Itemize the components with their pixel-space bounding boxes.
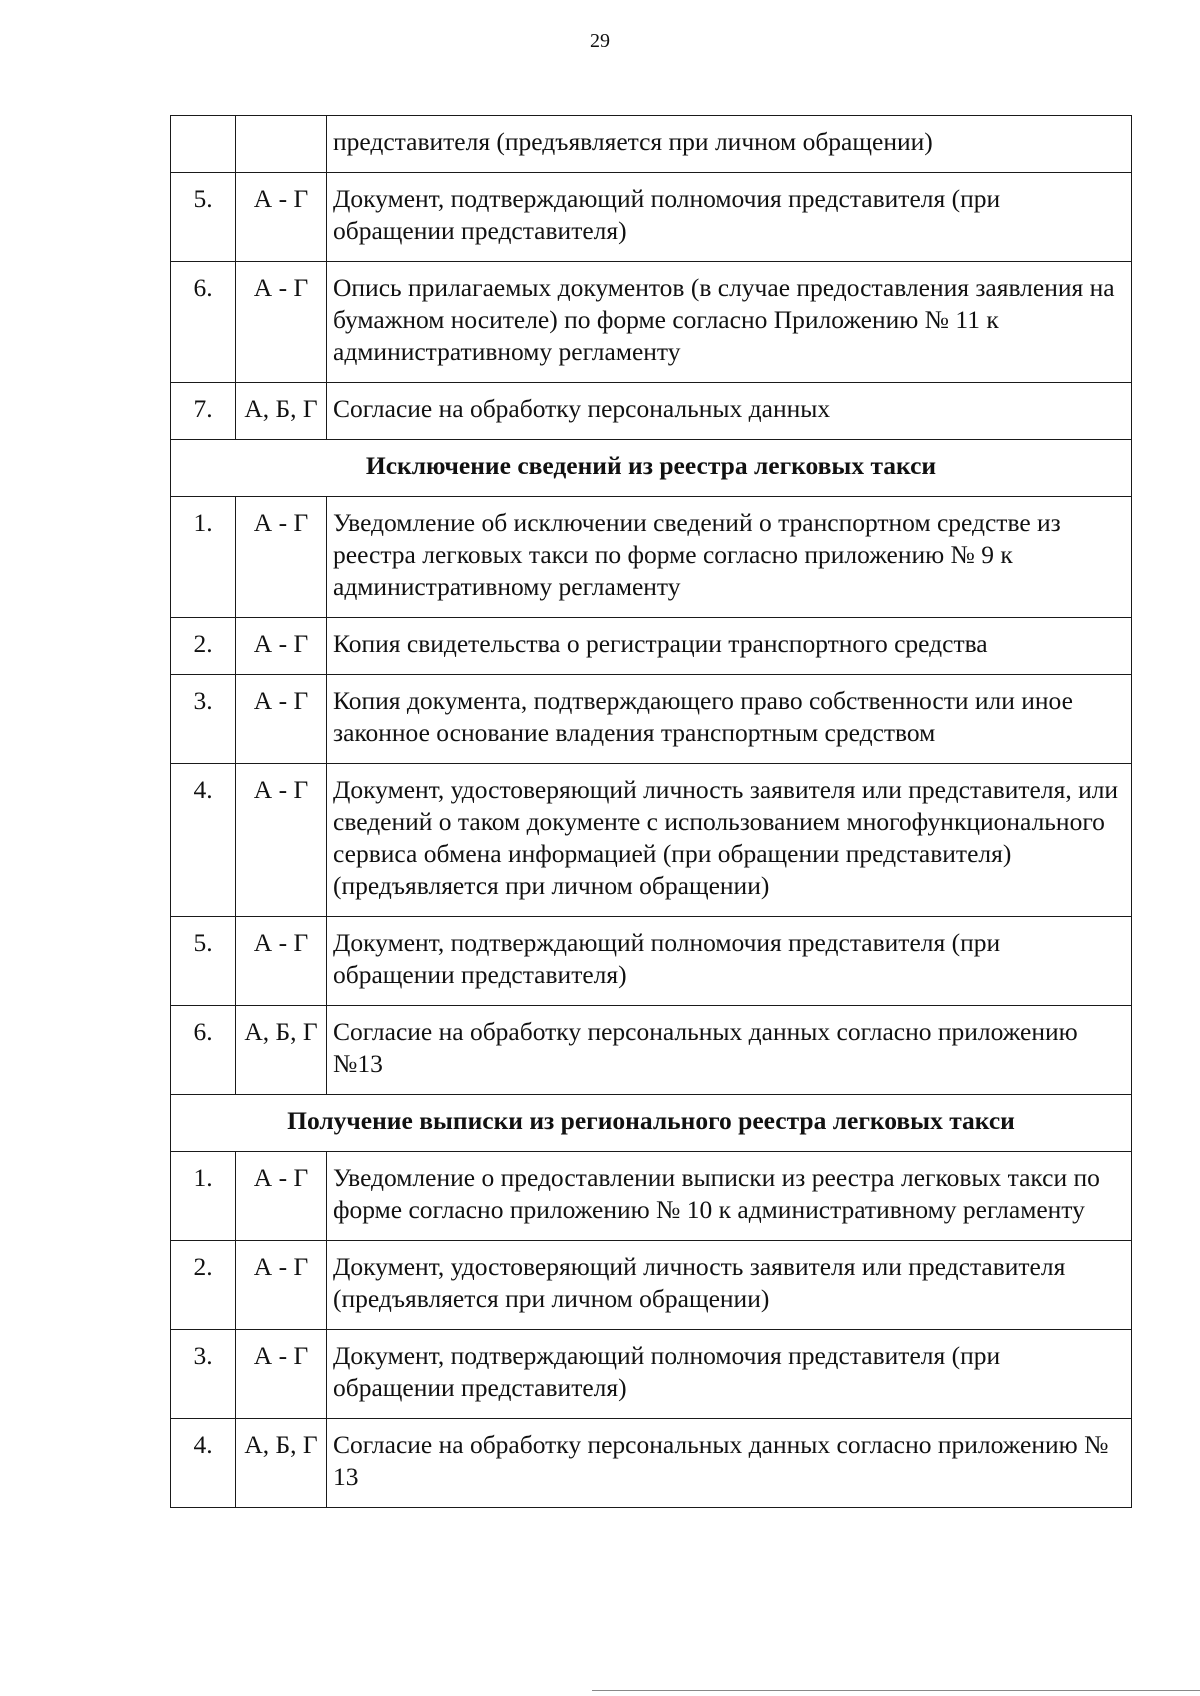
table-row	[171, 1241, 1132, 1330]
row-number: 7.	[171, 383, 236, 440]
row-category: А - Г	[236, 1152, 327, 1241]
row-description: Документ, удостоверяющий личность заявителя или представителя (предъявляется при личном обращении)	[327, 1241, 1132, 1330]
table-row	[171, 383, 1132, 440]
table-row	[171, 497, 1132, 618]
scan-edge-line	[592, 1690, 1200, 1691]
table-row	[171, 173, 1132, 262]
row-number: 1.	[171, 497, 236, 618]
row-description: Согласие на обработку персональных данных согласно приложению №13	[327, 1006, 1132, 1095]
row-number: 6.	[171, 1006, 236, 1095]
row-category: А - Г	[236, 675, 327, 764]
row-category: А - Г	[236, 917, 327, 1006]
row-category: А - Г	[236, 173, 327, 262]
section-title: Исключение сведений из реестра легковых такси	[171, 440, 1132, 497]
row-number: 5.	[171, 173, 236, 262]
table-row	[171, 1419, 1132, 1508]
row-category: А - Г	[236, 1241, 327, 1330]
table-row	[171, 1330, 1132, 1419]
row-description: Уведомление о предоставлении выписки из реестра легковых такси по форме согласно приложению № 10 к административному регламенту	[327, 1152, 1132, 1241]
section-title: Получение выписки из регионального реестра легковых такси	[171, 1095, 1132, 1152]
row-description: представителя (предъявляется при личном обращении)	[327, 116, 1132, 173]
row-number: 1.	[171, 1152, 236, 1241]
documents-table	[170, 115, 1132, 1508]
row-category: А, Б, Г	[236, 383, 327, 440]
page-number: 29	[590, 30, 610, 52]
row-number	[171, 116, 236, 173]
row-number: 5.	[171, 917, 236, 1006]
table-row	[171, 764, 1132, 917]
row-number: 3.	[171, 675, 236, 764]
row-number: 4.	[171, 1419, 236, 1508]
row-category: А - Г	[236, 1330, 327, 1419]
row-category: А, Б, Г	[236, 1006, 327, 1095]
row-number: 6.	[171, 262, 236, 383]
row-description: Опись прилагаемых документов (в случае предоставления заявления на бумажном носителе) по форме согласно Приложению № 11 к административному регламенту	[327, 262, 1132, 383]
row-description: Документ, подтверждающий полномочия представителя (при обращении представителя)	[327, 917, 1132, 1006]
row-description: Документ, удостоверяющий личность заявителя или представителя, или сведений о таком документе с использованием многофункционального сервиса обмена информацией (при обращении представителя) (предъявляется при личном обращении)	[327, 764, 1132, 917]
section-header-row	[171, 1095, 1132, 1152]
row-number: 3.	[171, 1330, 236, 1419]
documents-table-body	[171, 116, 1132, 1508]
row-description: Согласие на обработку персональных данных	[327, 383, 1132, 440]
row-description: Документ, подтверждающий полномочия представителя (при обращении представителя)	[327, 1330, 1132, 1419]
row-number: 2.	[171, 1241, 236, 1330]
row-category: А - Г	[236, 618, 327, 675]
row-category: А - Г	[236, 497, 327, 618]
row-description: Согласие на обработку персональных данных согласно приложению № 13	[327, 1419, 1132, 1508]
row-description: Уведомление об исключении сведений о транспортном средстве из реестра легковых такси по форме согласно приложению № 9 к административному регламенту	[327, 497, 1132, 618]
section-header-row	[171, 440, 1132, 497]
row-number: 2.	[171, 618, 236, 675]
row-category: А - Г	[236, 764, 327, 917]
row-category: А - Г	[236, 262, 327, 383]
table-row	[171, 618, 1132, 675]
table-row	[171, 262, 1132, 383]
row-description: Копия документа, подтверждающего право собственности или иное законное основание владения транспортным средством	[327, 675, 1132, 764]
row-category	[236, 116, 327, 173]
table-row	[171, 1006, 1132, 1095]
table-row	[171, 116, 1132, 173]
table-row	[171, 1152, 1132, 1241]
row-description: Документ, подтверждающий полномочия представителя (при обращении представителя)	[327, 173, 1132, 262]
row-category: А, Б, Г	[236, 1419, 327, 1508]
row-number: 4.	[171, 764, 236, 917]
row-description: Копия свидетельства о регистрации транспортного средства	[327, 618, 1132, 675]
table-row	[171, 675, 1132, 764]
table-row	[171, 917, 1132, 1006]
